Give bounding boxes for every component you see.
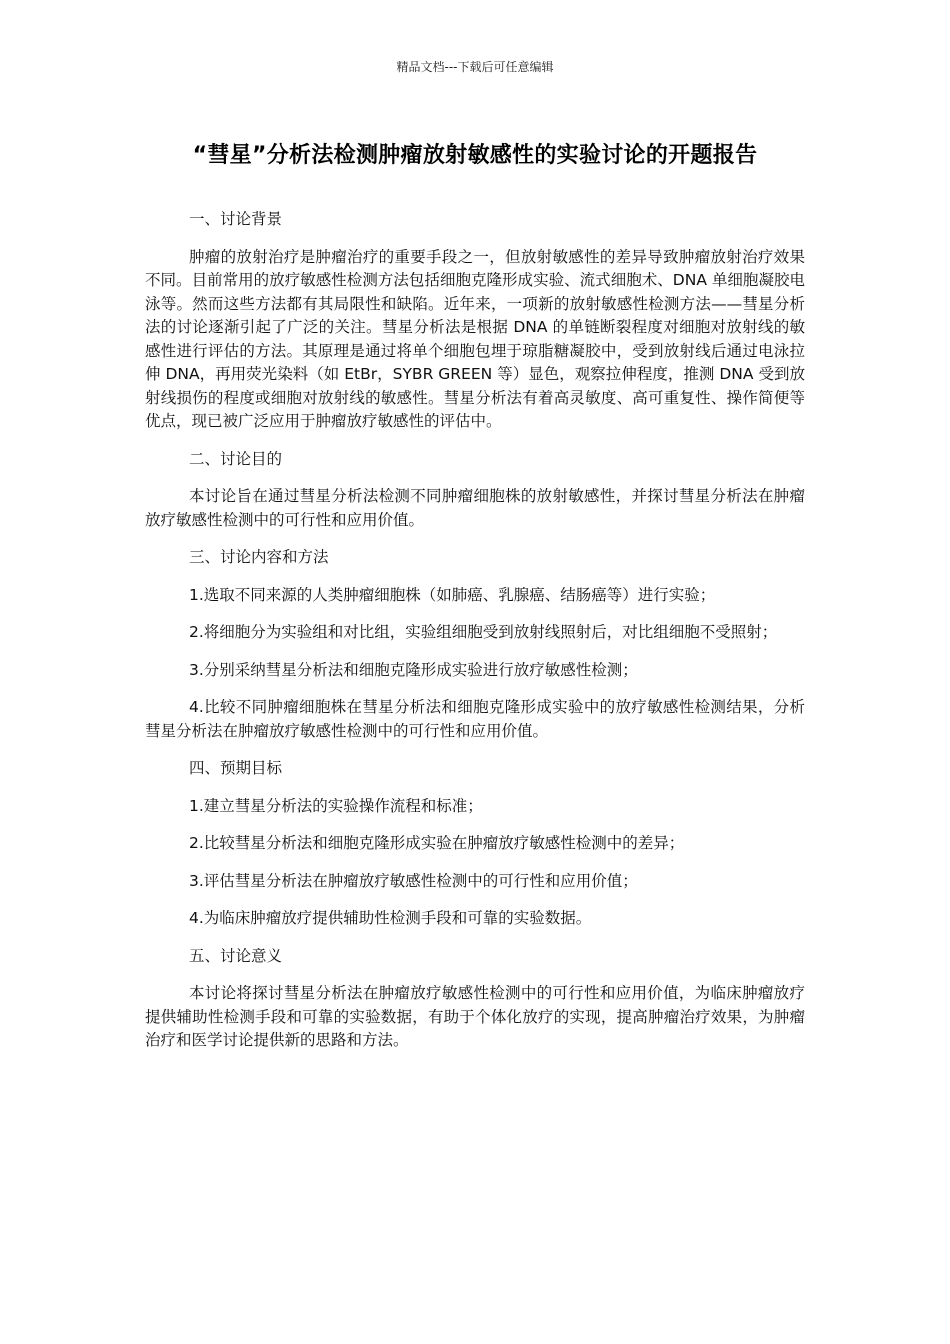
list-item: 4.为临床肿瘤放疗提供辅助性检测手段和可靠的实验数据。 — [189, 909, 592, 927]
document-title: “彗星”分析法检测肿瘤放射敏感性的实验讨论的开题报告 — [192, 143, 758, 168]
list-item: 3.分别采纳彗星分析法和细胞克隆形成实验进行放疗敏感性检测； — [189, 660, 638, 679]
section-heading: 四、预期目标 — [189, 759, 283, 777]
section-heading: 三、讨论内容和方法 — [189, 548, 329, 566]
list-item: 2.比较彗星分析法和细胞克隆形成实验在肿瘤放疗敏感性检测中的差异； — [189, 834, 685, 852]
list-item: 1.建立彗星分析法的实验操作流程和标准； — [189, 796, 483, 815]
page-header-note: 精品文档---下载后可任意编辑 — [396, 60, 554, 74]
body-paragraph: 本讨论旨在通过彗星分析法检测不同肿瘤细胞株的放射敏感性，并探讨彗星分析法在肿瘤放疗敏感性检测中的可行性和应用价值。 — [145, 487, 805, 529]
list-item: 4.比较不同肿瘤细胞株在彗星分析法和细胞克隆形成实验中的放疗敏感性检测结果，分析彗星分析法在肿瘤放疗敏感性检测中的可行性和应用价值。 — [145, 698, 805, 740]
section-heading: 一、讨论背景 — [189, 210, 283, 228]
list-item: 2.将细胞分为实验组和对比组，实验组细胞受到放射线照射后，对比组细胞不受照射； — [189, 623, 778, 641]
document-body — [145, 208, 805, 1067]
list-item: 3.评估彗星分析法在肿瘤放疗敏感性检测中的可行性和应用价值； — [189, 871, 638, 890]
body-paragraph: 肿瘤的放射治疗是肿瘤治疗的重要手段之一，但放射敏感性的差异导致肿瘤放射治疗效果不同。目前常用的放疗敏感性检测方法包括细胞克隆形成实验、流式细胞术、DNA 单细胞凝胶电泳等。然而这些方法都有其局限性和缺陷。近年来，一项新的放射敏感性检测方法——彗星分析法的讨论逐渐引起了广泛的关注。彗星分析法是根据 DNA 的单链断裂程度对细胞对放射线的敏感性进行评估的方法。其原理是通过将单个细胞包埋于琼脂糖凝胶中，受到放射线后通过电泳拉伸 DNA，再用荧光染料（如 EtBr，SYBR GREEN 等）显色，观察拉伸程度，推测 DNA 受到放射线损伤的程度或细胞对放射线的敏感性。彗星分析法有着高灵敏度、高可重复性、操作简便等优点，现已被广泛应用于肿瘤放疗敏感性的评估中。 — [145, 247, 805, 430]
body-paragraph: 本讨论将探讨彗星分析法在肿瘤放疗敏感性检测中的可行性和应用价值，为临床肿瘤放疗提供辅助性检测手段和可靠的实验数据，有助于个体化放疗的实现，提高肿瘤治疗效果，为肿瘤治疗和医学讨论提供新的思路和方法。 — [145, 984, 805, 1049]
section-heading: 五、讨论意义 — [189, 946, 283, 965]
section-heading: 二、讨论目的 — [189, 449, 283, 468]
list-item: 1.选取不同来源的人类肿瘤细胞株（如肺癌、乳腺癌、结肠癌等）进行实验； — [189, 585, 716, 604]
